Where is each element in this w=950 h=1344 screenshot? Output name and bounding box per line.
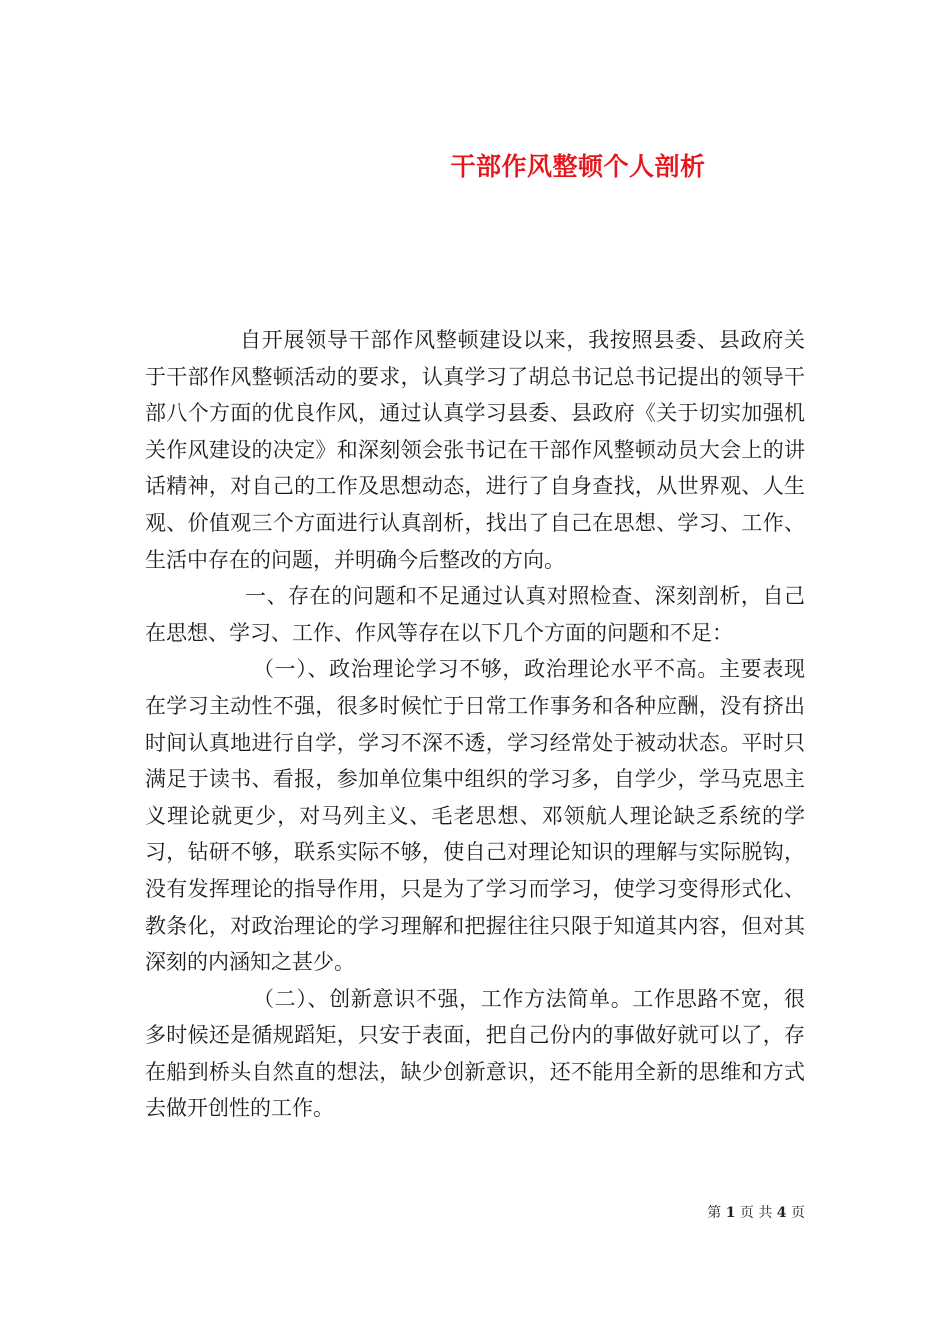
paragraph-item-2: （二）、创新意识不强，工作方法简单。工作思路不宽，很多时候还是循规蹈矩，只安于表面，把自己份内的事做好就可以了，存在船到桥头自然直的想法，缺少创新意识，还不能用全新的思维和方式去做开创性的工作。 [145, 986, 805, 1121]
footer-middle: 页 共 [739, 1205, 773, 1221]
paragraph-section-1: 一、存在的问题和不足通过认真对照检查、深刻剖析，自己在思想、学习、工作、作风等存在以下几个方面的问题和不足： [145, 584, 805, 645]
paragraph-intro: 自开展领导干部作风整顿建设以来，我按照县委、县政府关于干部作风整顿活动的要求，认真学习了胡总书记总书记提出的领导干部八个方面的优良作风，通过认真学习县委、县政府《关于切实加强机关作风建设的决定》和深刻领会张书记在干部作风整顿动员大会上的讲话精神，对自己的工作及思想动态，进行了自身查找，从世界观、人生观、价值观三个方面进行认真剖析，找出了自己在思想、学习、工作、生活中存在的问题，并明确今后整改的方向。 [145, 328, 805, 572]
document-title: 干部作风整顿个人剖析 [450, 151, 706, 181]
paragraph-item-1: （一）、政治理论学习不够，政治理论水平不高。主要表现在学习主动性不强，很多时候忙于日常工作事务和各种应酬，没有挤出时间认真地进行自学，学习不深不透，学习经常处于被动状态。平时只满足于读书、看报，参加单位集中组织的学习多，自学少，学马克思主义理论就更少，对马列主义、毛老思想、邓领航人理论缺乏系统的学习，钻研不够，联系实际不够，使自己对理论知识的理解与实际脱钩，没有发挥理论的指导作用，只是为了学习而学习，使学习变得形式化、教条化，对政治理论的学习理解和把握往往只限于知道其内容，但对其深刻的内涵知之甚少。 [145, 657, 805, 975]
footer-suffix: 页 [791, 1205, 805, 1221]
footer-current-page: 1 [725, 1205, 736, 1221]
page-number-footer [707, 1203, 805, 1223]
document-body [145, 322, 805, 1127]
footer-prefix: 第 [707, 1205, 722, 1221]
footer-total-pages: 4 [776, 1205, 787, 1221]
